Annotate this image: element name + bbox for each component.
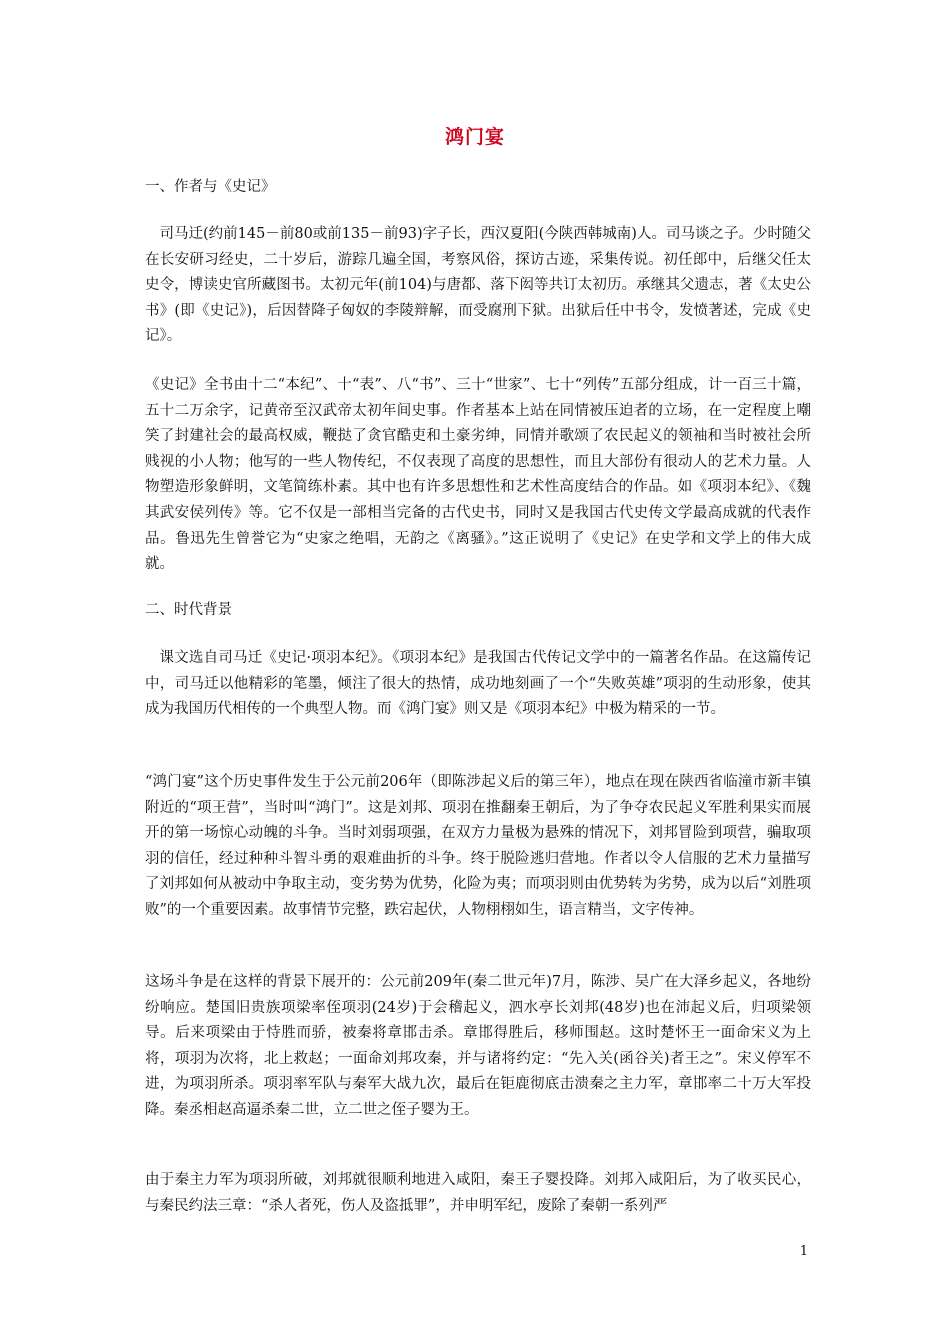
document-title: 鸿门宴 (444, 126, 505, 148)
paragraph-historical-context: 这场斗争是在这样的背景下展开的：公元前209年(秦二世元年)7月，陈涉、吴广在大泽乡起义，各地纷纷响应。楚国旧贵族项梁率侄项羽(24岁)于会稽起义，泗水亭长刘邦(48岁)也在沛起义后，归项梁领导。后来项梁由于恃胜而骄，被秦将章邯击杀。章邯得胜后，移师围赵。这时楚怀王一面命宋义为上将，项羽为次将，北上救赵；一面命刘邦攻秦，并与诸将约定：“先入关(函谷关)者王之”。宋义停军不进，为项羽所杀。项羽率军队与秦军大战九次，最后在钜鹿彻底击溃秦之主力军，章邯率二十万大军投降。秦丞相赵高逼杀秦二世，立二世之侄子婴为王。 (145, 974, 811, 1118)
section-heading-author: 一、作者与《史记》 (145, 179, 276, 195)
section-heading-background: 二、时代背景 (145, 602, 232, 618)
paragraph-liubang-xianyang: 由于秦主力军为项羽所破，刘邦就很顺利地进入咸阳，秦王子婴投降。刘邦入咸阳后，为了收买民心，与秦民约法三章：“杀人者死，伤人及盗抵罪”，并申明军纪，废除了秦朝一系列严 (145, 1172, 811, 1214)
paragraph-author-bio: 司马迁(约前145－前80或前135－前93)字子长，西汉夏阳(今陕西韩城南)人。司马谈之子。少时随父在长安研习经史，二十岁后，游踪几遍全国，考察风俗，探访古迹，采集传说。初任郎中，后继父任太史令，博读史官所藏图书。太初元年(前104)与唐都、落下闳等共订太初历。承继其父遗志，著《太史公书》(即《史记》)，后因替降子匈奴的李陵辩解，而受腐刑下狱。出狱后任中书令，发愤著述，完成《史记》。 (145, 226, 811, 345)
paragraph-shiji-overview: 《史记》全书由十二“本纪”、十“表”、八“书”、三十“世家”、七十“列传”五部分组成，计一百三十篇，五十二万余字，记黄帝至汉武帝太初年间史事。作者基本上站在同情被压迫者的立场，在一定程度上嘲笑了封建社会的最高权威，鞭挞了贪官酷吏和土豪劣绅，同情并歌颂了农民起义的领袖和当时被社会所贱视的小人物；他写的一些人物传纪，不仅表现了高度的思想性，而且大部份有很动人的艺术力量。人物塑造形象鲜明，文笔简练朴素。其中也有许多思想性和艺术性高度结合的作品。如《项羽本纪》、《魏其武安侯列传》等。它不仅是一部相当完备的古代史书，同时又是我国古代史传文学最高成就的代表作品。鲁迅先生曾誉它为“史家之绝唱，无韵之《离骚》。”这正说明了《史记》在史学和文学上的伟大成就。 (145, 377, 811, 573)
page-number: 1 (799, 1244, 808, 1259)
paragraph-hongmen-event: “鸿门宴”这个历史事件发生于公元前206年（即陈涉起义后的第三年），地点在现在陕西省临潼市新丰镇附近的“项王营”，当时叫“鸿门”。这是刘邦、项羽在推翻秦王朝后，为了争夺农民起义军胜利果实而展开的第一场惊心动魄的斗争。当时刘弱项强，在双方力量极为悬殊的情况下，刘邦冒险到项营，骗取项羽的信任，经过种种斗智斗勇的艰难曲折的斗争。终于脱险逃归营地。作者以令人信服的艺术力量描写了刘邦如何从被动中争取主动，变劣势为优势，化险为夷；而项羽则由优势转为劣势，成为以后“刘胜项败”的一个重要因素。故事情节完整，跌宕起伏，人物栩栩如生，语言精当，文字传神。 (145, 774, 811, 918)
paragraph-text-source: 课文选自司马迁《史记·项羽本纪》。《项羽本纪》是我国古代传记文学中的一篇著名作品。在这篇传记中，司马迁以他精彩的笔墨，倾注了很大的热情，成功地刻画了一个“失败英雄”项羽的生动形象，使其成为我国历代相传的一个典型人物。而《鸿门宴》则又是《项羽本纪》中极为精采的一节。 (145, 650, 811, 718)
